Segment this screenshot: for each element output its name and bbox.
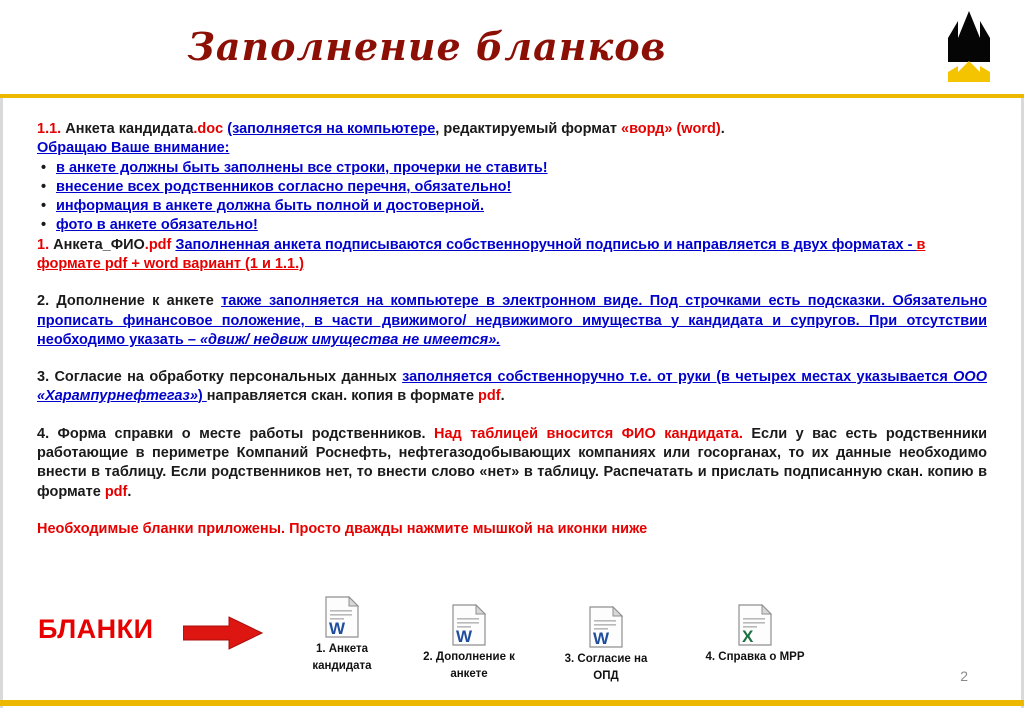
footer: [0, 588, 1024, 698]
slide-body: [37, 120, 987, 539]
svg-text:W: W: [456, 627, 473, 646]
rosneft-flame-icon: [942, 8, 996, 84]
header-divider: [0, 94, 1024, 98]
file-icon-label: 3. Согласие на ОПД: [564, 653, 648, 682]
blanks-label: БЛАНКИ: [38, 614, 154, 644]
word-doc-icon: [451, 604, 487, 646]
red-arrow-icon: [183, 616, 263, 650]
file-icon-label: 2. Дополнение к анкете: [423, 651, 515, 680]
file-icon-soglasie-opd[interactable]: [556, 606, 656, 684]
file-icon-anketa-kandidata[interactable]: [302, 596, 382, 674]
paragraph-attention: Обращаю Ваше внимание:: [37, 140, 230, 157]
bullet-item: • информация в анкете должна быть полной и достоверной.: [37, 197, 987, 216]
paragraph-spravka: 4. Форма справки о месте работы родственников. Над таблицей вносится ФИО кандидата. Если у вас есть родственники работающие в периметре Компаний Роснефть, нефтегазодобывающих компаниях или госорганах, то их данные необходимо внести в таблицу. Если родственников нет, то внести слово «нет» в таблицу. Распечатать и прислать подписанную скан. копию в формате pdf.: [37, 425, 987, 500]
file-icon-dopolnenie[interactable]: [416, 604, 522, 682]
bullet-item: • в анкете должны быть заполнены все строки, прочерки не ставить!: [37, 159, 987, 178]
svg-text:X: X: [742, 627, 754, 646]
bullet-item: • внесение всех родственников согласно перечня, обязательно!: [37, 178, 987, 197]
paragraph-dopolnenie: 2. Дополнение к анкете также заполняется на компьютере в электронном виде. Под строчками есть подсказки. Обязательно прописать финансовое положение, в части движимого/ недвижимого имущества у кандидата и супругов. При отсутствии необходимо указать – «движ/ недвиж имущества не имеется».: [37, 293, 987, 348]
file-icon-label: 4. Справка о МРР: [705, 651, 805, 663]
word-doc-icon: [324, 596, 360, 638]
paragraph-soglasie: 3. Согласие на обработку персональных данных заполняется собственноручно т.е. от руки (в четырех местах указывается ООО «Харампурнефтегаз») направляется скан. копия в формате pdf.: [37, 369, 987, 405]
page-title: Заполнение бланков: [187, 24, 667, 69]
page-number: 2: [960, 668, 968, 684]
bullet-item: • фото в анкете обязательно!: [37, 216, 987, 235]
bottom-accent-bar: [0, 700, 1024, 706]
rosneft-logo: [942, 8, 996, 84]
paragraph-anketa-doc: 1.1. Анкета кандидата.doc (заполняется на компьютере, редактируемый формат «ворд» (word).: [37, 121, 725, 137]
paragraph-anketa-pdf: 1. Анкета_ФИО.pdf Заполненная анкета подписываются собственноручной подписью и направляется в двух форматах - в формате pdf + word вариант (1 и 1.1.): [37, 236, 926, 272]
word-doc-icon: [588, 606, 624, 648]
file-icon-spravka-mpp[interactable]: [690, 604, 820, 666]
svg-text:W: W: [329, 619, 346, 638]
file-icon-label: 1. Анкета кандидата: [312, 643, 372, 672]
slide-header: [0, 0, 1024, 94]
excel-doc-icon: [737, 604, 773, 646]
svg-text:W: W: [593, 629, 610, 648]
file-icons-row: [302, 594, 820, 684]
paragraph-note: Необходимые бланки приложены. Просто дважды нажмите мышкой на иконки ниже: [37, 520, 648, 537]
bullet-list: [37, 159, 987, 236]
